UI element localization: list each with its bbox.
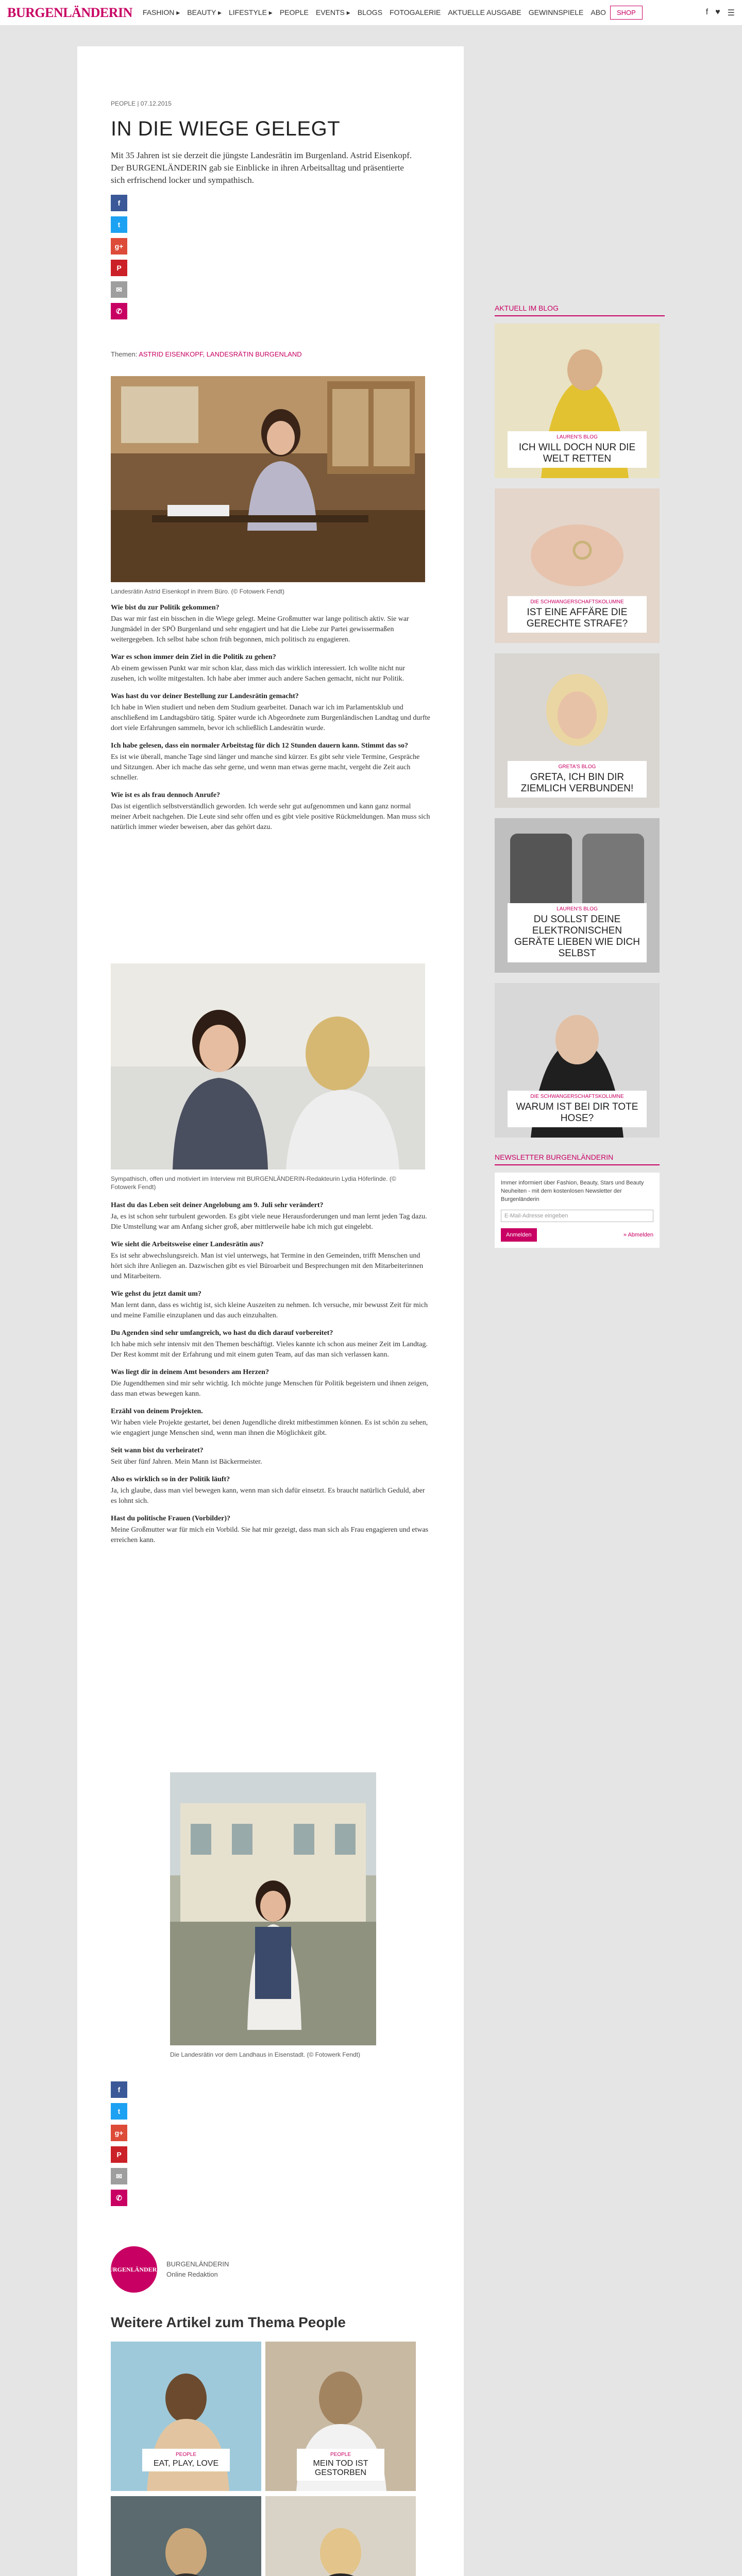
nav-item-fotogalerie[interactable]: FOTOGALERIE: [390, 8, 441, 16]
qa-block: [111, 691, 430, 734]
newsletter-form: [495, 1173, 660, 1248]
blog-teaser-category: LAUREN'S BLOG: [556, 434, 598, 440]
author-role: Online Redaktion: [166, 2270, 218, 2278]
qa-block: [111, 1406, 430, 1438]
blog-teaser-title: GRETA, ICH BIN DIR ZIEMLICH VERBUNDEN!: [520, 772, 634, 794]
nav-item-blogs[interactable]: BLOGS: [357, 8, 383, 16]
blog-teaser-badge: [508, 596, 647, 633]
google-plus-share-icon[interactable]: g+: [111, 2125, 127, 2141]
blog-teaser-category: DIE SCHWANGERSCHAFTSKOLUMNE: [530, 599, 624, 605]
page-title: IN DIE WIEGE GELEGT: [111, 117, 341, 140]
nav-item-fashion[interactable]: FASHION ▸: [142, 8, 180, 16]
related-heading: Weitere Artikel zum Thema People: [111, 2314, 346, 2330]
article-body-part2: [111, 1200, 430, 1553]
question: Was liegt dir in deinem Amt besonders am Herzen?: [111, 1368, 269, 1376]
newsletter-row: [501, 1210, 653, 1222]
blog-teaser-category: DIE SCHWANGERSCHAFTSKOLUMNE: [530, 1094, 624, 1099]
facebook-icon[interactable]: f: [705, 7, 709, 16]
menu-icon[interactable]: ☰: [727, 8, 735, 18]
related-card[interactable]: [111, 2496, 261, 2576]
themen-label: Themen:: [111, 350, 138, 358]
qa-block: [111, 1240, 430, 1282]
email-share-icon[interactable]: ✉: [111, 281, 127, 298]
qa-block: [111, 603, 430, 645]
newsletter-actions: [501, 1228, 653, 1242]
qa-block: [111, 1367, 430, 1399]
heart-icon[interactable]: ♥: [715, 7, 720, 16]
question: Hast du politische Frauen (Vorbilder)?: [111, 1515, 231, 1522]
article-image-landhaus: [170, 1772, 376, 2045]
blog-teaser[interactable]: [495, 653, 660, 808]
share-bar-bottom: [111, 2081, 127, 2211]
qa-block: [111, 1328, 430, 1360]
related-card[interactable]: [265, 2496, 416, 2576]
blog-teaser-title: WARUM IST BEI DIR TOTE HOSE?: [516, 1101, 638, 1124]
author-name[interactable]: BURGENLÄNDERIN: [166, 2260, 229, 2268]
site-logo[interactable]: BURGENLÄNDERIN: [7, 5, 132, 20]
article-image-interview: [111, 963, 425, 1170]
question: Also es wirklich so in der Politik läuft?: [111, 1476, 230, 1483]
qa-block: [111, 652, 430, 684]
article-meta: PEOPLE | 07.12.2015: [111, 100, 172, 107]
themen-links[interactable]: ASTRID EISENKOPF, LANDESRÄTIN BURGENLAND: [139, 350, 302, 358]
sidebar-heading: AKTUELL IM BLOG: [495, 304, 665, 316]
question: Was hast du vor deiner Bestellung zur Landesrätin gemacht?: [111, 692, 299, 700]
twitter-share-icon[interactable]: t: [111, 216, 127, 233]
answer: Man lernt dann, dass es wichtig ist, sich kleine Auszeiten zu nehmen. Ich versuche, mir bewusst Zeit für mich und meine Familie einzuplanen und das auch einzuhalten.: [111, 1301, 428, 1319]
blog-teaser-badge: [508, 1091, 647, 1127]
pinterest-share-icon[interactable]: P: [111, 2146, 127, 2163]
article-image-office: [111, 376, 425, 582]
themen-tags: [111, 350, 302, 358]
answer: Meine Großmutter war für mich ein Vorbild. Sie hat mir gezeigt, dass man sich als Frau engagieren und etwas erreichen kann.: [111, 1526, 429, 1544]
facebook-share-icon[interactable]: f: [111, 195, 127, 211]
related-card[interactable]: [111, 2342, 261, 2491]
answer: Ab einem gewissen Punkt war mir schon klar, dass mich das wirklich interessiert. Ich wollte nicht nur zusehen, ich wollte mitgestalten. Ich habe aber immer auch andere Sachen gemacht, nicht nur Politik.: [111, 665, 405, 683]
image-caption-office: Landesrätin Astrid Eisenkopf in ihrem Büro. (© Fotowerk Fendt): [111, 588, 284, 595]
newsletter-subscribe-button[interactable]: Anmelden: [501, 1228, 537, 1242]
answer: Ja, es ist schon sehr turbulent geworden. Es gibt viele neue Herausforderungen und man lernt jeden Tag dazu. Die Umstellung war am Anfang sicher groß, aber mittlerweile habe ich mich gut eingelebt.: [111, 1213, 427, 1231]
qa-block: [111, 1200, 430, 1232]
blog-teaser-title: IST EINE AFFÄRE DIE GERECHTE STRAFE?: [526, 607, 628, 629]
twitter-share-icon[interactable]: t: [111, 2103, 127, 2120]
answer: Ich habe in Wien studiert und neben dem Studium gearbeitet. Danach war ich im Parlamentsklub und anschließend im Landtagsbüro tätig. Später wurde ich Abgeordnete zum Burgenländischen Landtag und durfte dort viele Erfahrungen sammeln, bevor ich schließlich Landesrätin wurde.: [111, 704, 430, 732]
image-caption-landhaus: Die Landesrätin vor dem Landhaus in Eisenstadt. (© Fotowerk Fendt): [170, 2051, 361, 2058]
related-card-title: EAT, PLAY, LOVE: [153, 2459, 219, 2468]
related-card-badge: [142, 2449, 230, 2471]
blog-teaser-title: ICH WILL DOCH NUR DIE WELT RETTEN: [518, 442, 636, 464]
question: Du Agenden sind sehr umfangreich, wo hast du dich darauf vorbereitet?: [111, 1329, 333, 1337]
nav-item-events[interactable]: EVENTS ▸: [315, 8, 350, 16]
related-card-category: PEOPLE: [175, 2452, 197, 2458]
related-card-title: MEIN TOD IST GESTORBEN: [313, 2459, 368, 2477]
question: Seit wann bist du verheiratet?: [111, 1447, 204, 1454]
qa-block: [111, 790, 430, 833]
blog-teaser[interactable]: [495, 488, 660, 643]
author-avatar: BURGENLÄNDERIN: [111, 2246, 157, 2293]
author-box: [104, 2246, 229, 2293]
nav-item-gewinnspiele[interactable]: GEWINNSPIELE: [528, 8, 584, 16]
question: Wie gehst du jetzt damit um?: [111, 1290, 201, 1298]
blog-teaser-badge: [508, 903, 647, 962]
email-share-icon[interactable]: ✉: [111, 2168, 127, 2184]
question: War es schon immer dein Ziel in die Politik zu gehen?: [111, 653, 276, 661]
whatsapp-share-icon[interactable]: ✆: [111, 2190, 127, 2206]
answer: Das war mir fast ein bisschen in die Wiege gelegt. Meine Großmutter war lange politisch aktiv. Sie war Jungmädel in der SPÖ Burgenland und sehr engagiert und hat die Liebe zur Partei gewissermaßen weitergegeben. Ich selbst habe schon früh begonnen, mich politisch zu engagieren.: [111, 615, 409, 643]
blog-teaser[interactable]: [495, 324, 660, 478]
newsletter-text: Immer informiert über Fashion, Beauty, Stars und Beauty Neuheiten - mit dem kostenlosen Newsletter der Burgenländerin: [501, 1180, 644, 1202]
facebook-share-icon[interactable]: f: [111, 2081, 127, 2098]
related-card-category: PEOPLE: [330, 2452, 351, 2458]
main-nav: [143, 8, 606, 17]
answer: Ich habe mich sehr intensiv mit den Themen beschäftigt. Vieles kannte ich schon aus meiner Zeit im Landtag. Der Rest kommt mit der Erfahrung und mit einem guten Team, auf das man sich verlassen kann.: [111, 1341, 428, 1359]
article-body-part1: [111, 603, 430, 840]
author-info: [166, 2259, 229, 2280]
pinterest-share-icon[interactable]: P: [111, 260, 127, 276]
question: Wie ist es als frau dennoch Anrufe?: [111, 791, 221, 799]
google-plus-share-icon[interactable]: g+: [111, 238, 127, 255]
header-social: [706, 8, 735, 18]
nav-item-aktuelle-ausgabe[interactable]: AKTUELLE AUSGABE: [448, 8, 521, 16]
related-card-badge: [297, 2449, 384, 2481]
qa-block: [111, 1446, 430, 1467]
blog-teaser-title: DU SOLLST DEINE ELEKTRONISCHEN GERÄTE LIEBEN WIE DICH SELBST: [514, 914, 640, 959]
qa-block: [111, 1475, 430, 1506]
related-card[interactable]: [265, 2342, 416, 2491]
blog-teaser-category: GRETA'S BLOG: [558, 764, 596, 770]
image-caption-interview: Sympathisch, offen und motiviert im Interview mit BURGENLÄNDERIN-Redakteurin Lydia Höferlinde. (© Fotowerk Fendt): [111, 1175, 396, 1191]
answer: Es ist wie überall, manche Tage sind länger und manche sind kürzer. Es gibt sehr viele Termine, Gespräche und Sitzungen. Aber ich mache das sehr gerne, und wenn man etwas gerne macht, vergeht die Zeit auch schneller.: [111, 753, 420, 782]
blog-teaser-category: LAUREN'S BLOG: [556, 906, 598, 912]
related-card-image: [111, 2496, 261, 2576]
blog-teaser-badge: [508, 431, 647, 468]
nav-item-lifestyle[interactable]: LIFESTYLE ▸: [228, 8, 273, 16]
answer: Wir haben viele Projekte gestartet, bei denen Jugendliche direkt mitbestimmen können. Es ist schön zu sehen, wie engagiert junge Menschen sind, wenn man ihnen die Möglichkeit gibt.: [111, 1419, 428, 1437]
nav-item-people[interactable]: PEOPLE: [279, 8, 309, 16]
article-lead: Mit 35 Jahren ist sie derzeit die jüngste Landesrätin im Burgenland. Astrid Eisenkopf. Der BURGENLÄNDERIN gab sie Einblicke in ihren Arbeitsalltag und präsentierte sich erfrischend locker und sympathisch.: [111, 150, 412, 185]
answer: Es ist sehr abwechslungsreich. Man ist viel unterwegs, hat Termine in den Gemeinden, trifft Menschen und hört sich ihre Anliegen an. Dazwischen gibt es viel Büroarbeit und Besprechungen mit den Mitarbeiterinnen und Mitarbeitern.: [111, 1252, 424, 1280]
newsletter-heading: NEWSLETTER BURGENLÄNDERIN: [495, 1153, 660, 1165]
related-card-image: [265, 2496, 416, 2576]
newsletter-unsubscribe-link[interactable]: » Abmelden: [623, 1232, 653, 1238]
top-navigation-bar: [0, 0, 742, 26]
answer: Das ist eigentlich selbstverständlich geworden. Ich werde sehr gut aufgenommen und kann ganz normal meiner Arbeit nachgehen. Die Leute sind sehr offen und es gibt viele positive Rückmeldungen. Man muss sich natürlich immer wieder beweisen, aber das gehört dazu.: [111, 803, 430, 831]
shop-button[interactable]: SHOP: [610, 6, 643, 20]
newsletter-box: [495, 1153, 660, 1248]
question: Hast du das Leben seit deiner Angelobung am 9. Juli sehr verändert?: [111, 1201, 324, 1209]
answer: Seit über fünf Jahren. Mein Mann ist Bäckermeister.: [111, 1458, 262, 1466]
sidebar: [495, 304, 665, 1148]
question: Wie bist du zur Politik gekommen?: [111, 604, 220, 612]
qa-block: [111, 741, 430, 783]
blog-teaser[interactable]: [495, 818, 660, 973]
question: Ich habe gelesen, dass ein normaler Arbeitstag für dich 12 Stunden dauern kann. Stimmt das so?: [111, 742, 409, 750]
question: Erzähl von deinem Projekten.: [111, 1408, 203, 1415]
qa-block: [111, 1289, 430, 1321]
question: Wie sieht die Arbeitsweise einer Landesrätin aus?: [111, 1241, 264, 1248]
nav-item-abo[interactable]: ABO: [591, 8, 606, 16]
blog-teaser-badge: [508, 761, 647, 798]
whatsapp-share-icon[interactable]: ✆: [111, 303, 127, 319]
blog-teaser[interactable]: [495, 983, 660, 1138]
answer: Die Jugendthemen sind mir sehr wichtig. Ich möchte junge Menschen für Politik begeistern und ihnen zeigen, dass man etwas bewegen kann.: [111, 1380, 429, 1398]
newsletter-email-input[interactable]: E-Mail-Adresse eingeben: [501, 1210, 653, 1222]
share-bar-top: [111, 195, 127, 325]
answer: Ja, ich glaube, dass man viel bewegen kann, wenn man sich dafür einsetzt. Es braucht natürlich Geduld, aber es lohnt sich.: [111, 1487, 425, 1505]
qa-block: [111, 1514, 430, 1546]
nav-item-beauty[interactable]: BEAUTY ▸: [187, 8, 222, 16]
